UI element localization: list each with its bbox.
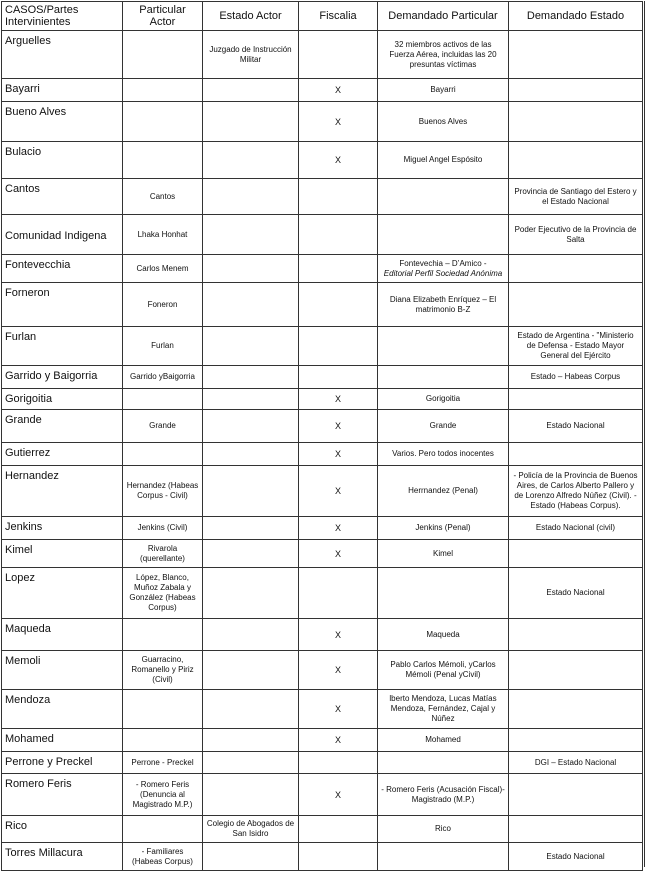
particular-actor-cell (123, 102, 203, 142)
table-row (2, 843, 643, 871)
demandado-estado-cell: Estado Nacional (509, 410, 643, 443)
particular-actor-cell: Hernandez (Habeas Corpus - Civil) (123, 466, 203, 517)
estado-actor-cell (203, 774, 299, 816)
table-row (2, 389, 643, 410)
case-name: Mendoza (2, 690, 123, 729)
fiscalia-cell: X (299, 466, 378, 517)
demandado-particular-cell: Mohamed (378, 729, 509, 752)
particular-actor-cell: - Romero Feris (Denuncia al Magistrado M.P.) (123, 774, 203, 816)
estado-actor-cell (203, 540, 299, 568)
estado-actor-cell (203, 79, 299, 102)
cases-table (1, 1, 643, 871)
case-name: Romero Feris (2, 774, 123, 816)
fiscalia-cell: X (299, 651, 378, 690)
demandado-particular-cell: Herrnandez (Penal) (378, 466, 509, 517)
table-row (2, 102, 643, 142)
fiscalia-cell: X (299, 690, 378, 729)
demandado-particular-cell: - Romero Feris (Acusación Fiscal)- Magistrado (M.P.) (378, 774, 509, 816)
demandado-estado-cell (509, 729, 643, 752)
particular-actor-cell: Guarracino, Romanello y Piriz (Civil) (123, 651, 203, 690)
particular-actor-cell: Grande (123, 410, 203, 443)
case-name: Memoli (2, 651, 123, 690)
demandado-estado-cell: - Policía de la Provincia de Buenos Aires, de Carlos Alberto Pallero y de Lorenzo Alfredo Núñez (Civil). -Estado (Habeas Corpus). (509, 466, 643, 517)
demandado-particular-cell: Varios. Pero todos inocentes (378, 443, 509, 466)
particular-actor-cell (123, 389, 203, 410)
estado-actor-cell (203, 410, 299, 443)
particular-actor-cell: Lhaka Honhat (123, 215, 203, 255)
table-row (2, 366, 643, 389)
demandado-estado-cell: Estado de Argentina - "Ministerio de Defensa - Estado Mayor General del Ejército (509, 327, 643, 366)
estado-actor-cell (203, 255, 299, 283)
case-name: Forneron (2, 283, 123, 327)
fiscalia-cell: X (299, 142, 378, 179)
table-row (2, 540, 643, 568)
case-name: Maqueda (2, 619, 123, 651)
table-row (2, 752, 643, 774)
header-particular-actor: Particular Actor (123, 2, 203, 31)
demandado-estado-cell (509, 816, 643, 843)
table-row (2, 568, 643, 619)
demandado-particular-cell: Gorigoitia (378, 389, 509, 410)
table-row (2, 443, 643, 466)
particular-actor-cell (123, 816, 203, 843)
right-border-rule (644, 1, 645, 867)
case-name: Rico (2, 816, 123, 843)
demandado-particular-cell (378, 179, 509, 215)
demandado-estado-cell: Provincia de Santiago del Estero y el Estado Nacional (509, 179, 643, 215)
estado-actor-cell (203, 102, 299, 142)
fiscalia-cell (299, 31, 378, 79)
demandado-particular-cell (378, 327, 509, 366)
table-row (2, 466, 643, 517)
demandado-particular-cell: Bayarri (378, 79, 509, 102)
case-name: Grande (2, 410, 123, 443)
fiscalia-cell: X (299, 774, 378, 816)
estado-actor-cell (203, 327, 299, 366)
demandado-estado-cell (509, 283, 643, 327)
demandado-estado-cell (509, 540, 643, 568)
case-name: Furlan (2, 327, 123, 366)
table-row (2, 651, 643, 690)
particular-actor-cell: Furlan (123, 327, 203, 366)
estado-actor-cell (203, 729, 299, 752)
table-row (2, 410, 643, 443)
fiscalia-cell: X (299, 517, 378, 540)
particular-actor-cell (123, 31, 203, 79)
particular-actor-cell: Perrone - Preckel (123, 752, 203, 774)
case-name: Fontevecchia (2, 255, 123, 283)
demandado-particular-cell: Rico (378, 816, 509, 843)
demandado-estado-cell: Estado – Habeas Corpus (509, 366, 643, 389)
demandado-estado-cell (509, 31, 643, 79)
case-name: Torres Millacura (2, 843, 123, 871)
table-row (2, 690, 643, 729)
fiscalia-cell (299, 179, 378, 215)
demandado-estado-cell (509, 102, 643, 142)
case-name: Bueno Alves (2, 102, 123, 142)
particular-actor-cell: Jenkins (Civil) (123, 517, 203, 540)
estado-actor-cell (203, 366, 299, 389)
fiscalia-cell: X (299, 729, 378, 752)
demandado-estado-cell (509, 651, 643, 690)
demandado-particular-cell: Buenos Alves (378, 102, 509, 142)
particular-actor-cell (123, 79, 203, 102)
estado-actor-cell (203, 690, 299, 729)
particular-actor-cell: Rivarola (querellante) (123, 540, 203, 568)
case-name: Jenkins (2, 517, 123, 540)
demandado-estado-cell: DGI – Estado Nacional (509, 752, 643, 774)
fiscalia-cell (299, 283, 378, 327)
particular-actor-cell (123, 690, 203, 729)
case-name: Gorigoitia (2, 389, 123, 410)
fiscalia-cell (299, 215, 378, 255)
table-row (2, 774, 643, 816)
fiscalia-cell: X (299, 443, 378, 466)
demandado-estado-cell: Estado Nacional (509, 568, 643, 619)
estado-actor-cell (203, 142, 299, 179)
table-row (2, 816, 643, 843)
demandado-estado-cell (509, 389, 643, 410)
estado-actor-cell: Colegio de Abogados de San Isidro (203, 816, 299, 843)
estado-actor-cell (203, 283, 299, 327)
demandado-particular-cell: Pablo Carlos Mémoli, yCarlos Mémoli (Penal yCivil) (378, 651, 509, 690)
demandado-particular-cell: Miguel Angel Espósito (378, 142, 509, 179)
table-row (2, 517, 643, 540)
case-name: Garrido y Baigorria (2, 366, 123, 389)
particular-actor-cell (123, 142, 203, 179)
particular-actor-cell (123, 729, 203, 752)
table-row (2, 619, 643, 651)
case-name: Cantos (2, 179, 123, 215)
estado-actor-cell: Juzgado de Instrucción Militar (203, 31, 299, 79)
demandado-particular-cell: Grande (378, 410, 509, 443)
fiscalia-cell (299, 327, 378, 366)
particular-actor-cell: López, Blanco, Muñoz Zabala y González (Habeas Corpus) (123, 568, 203, 619)
case-name: Bulacio (2, 142, 123, 179)
table-row (2, 215, 643, 255)
demandado-estado-cell (509, 142, 643, 179)
demandado-particular-italic-text: Editorial Perfil Sociedad Anónima (383, 268, 503, 278)
case-name: Mohamed (2, 729, 123, 752)
estado-actor-cell (203, 651, 299, 690)
estado-actor-cell (203, 517, 299, 540)
particular-actor-cell: Carlos Menem (123, 255, 203, 283)
case-name: Lopez (2, 568, 123, 619)
estado-actor-cell (203, 443, 299, 466)
estado-actor-cell (203, 215, 299, 255)
fiscalia-cell (299, 816, 378, 843)
demandado-particular-cell (378, 568, 509, 619)
case-name: Hernandez (2, 466, 123, 517)
demandado-particular-cell (378, 366, 509, 389)
particular-actor-cell (123, 443, 203, 466)
fiscalia-cell: X (299, 619, 378, 651)
demandado-particular-cell: Kimel (378, 540, 509, 568)
header-demandado-estado: Demandado Estado (509, 2, 643, 31)
fiscalia-cell: X (299, 410, 378, 443)
demandado-particular-cell: 32 miembros activos de las Fuerza Aérea, incluidas las 20 presuntas víctimas (378, 31, 509, 79)
demandado-particular-cell: Diana Elizabeth Enríquez – El matrimonio B-Z (378, 283, 509, 327)
demandado-particular-cell: lberto Mendoza, Lucas Matías Mendoza, Fernández, Cajal y Núñez (378, 690, 509, 729)
demandado-estado-cell (509, 79, 643, 102)
table-row (2, 31, 643, 79)
header-row (2, 2, 643, 31)
particular-actor-cell: Foneron (123, 283, 203, 327)
demandado-estado-cell (509, 774, 643, 816)
particular-actor-cell: Garrido yBaigorria (123, 366, 203, 389)
demandado-estado-cell: Poder Ejecutivo de la Provincia de Salta (509, 215, 643, 255)
header-casos: CASOS/Partes Intervinientes (2, 2, 123, 31)
fiscalia-cell (299, 843, 378, 871)
demandado-particular-cell: Maqueda (378, 619, 509, 651)
demandado-particular-cell: Jenkins (Penal) (378, 517, 509, 540)
case-name: Kimel (2, 540, 123, 568)
estado-actor-cell (203, 466, 299, 517)
estado-actor-cell (203, 619, 299, 651)
fiscalia-cell: X (299, 102, 378, 142)
demandado-estado-cell (509, 690, 643, 729)
demandado-particular-cell (378, 215, 509, 255)
table-row (2, 142, 643, 179)
demandado-particular-cell (378, 255, 509, 283)
case-name: Comunidad Indigena (2, 215, 123, 255)
demandado-particular-cell (378, 843, 509, 871)
estado-actor-cell (203, 568, 299, 619)
table-row (2, 327, 643, 366)
table-row (2, 729, 643, 752)
particular-actor-cell (123, 619, 203, 651)
demandado-estado-cell (509, 443, 643, 466)
particular-actor-cell: Cantos (123, 179, 203, 215)
estado-actor-cell (203, 179, 299, 215)
table-row (2, 283, 643, 327)
fiscalia-cell: X (299, 79, 378, 102)
case-name: Arguelles (2, 31, 123, 79)
demandado-estado-cell: Estado Nacional (509, 843, 643, 871)
estado-actor-cell (203, 843, 299, 871)
table-row (2, 255, 643, 283)
fiscalia-cell (299, 366, 378, 389)
table-row (2, 179, 643, 215)
fiscalia-cell: X (299, 540, 378, 568)
fiscalia-cell (299, 568, 378, 619)
demandado-estado-cell: Estado Nacional (civil) (509, 517, 643, 540)
case-name: Bayarri (2, 79, 123, 102)
demandado-particular-text: Fontevechia – D’Amico - (399, 258, 487, 268)
header-fiscalia: Fiscalia (299, 2, 378, 31)
table-row (2, 79, 643, 102)
estado-actor-cell (203, 389, 299, 410)
fiscalia-cell (299, 752, 378, 774)
demandado-estado-cell (509, 255, 643, 283)
demandado-particular-cell (378, 752, 509, 774)
fiscalia-cell: X (299, 389, 378, 410)
case-name: Perrone y Preckel (2, 752, 123, 774)
header-estado-actor: Estado Actor (203, 2, 299, 31)
demandado-estado-cell (509, 619, 643, 651)
header-demandado-particular: Demandado Particular (378, 2, 509, 31)
case-name: Gutierrez (2, 443, 123, 466)
estado-actor-cell (203, 752, 299, 774)
particular-actor-cell: - Familiares (Habeas Corpus) (123, 843, 203, 871)
fiscalia-cell (299, 255, 378, 283)
